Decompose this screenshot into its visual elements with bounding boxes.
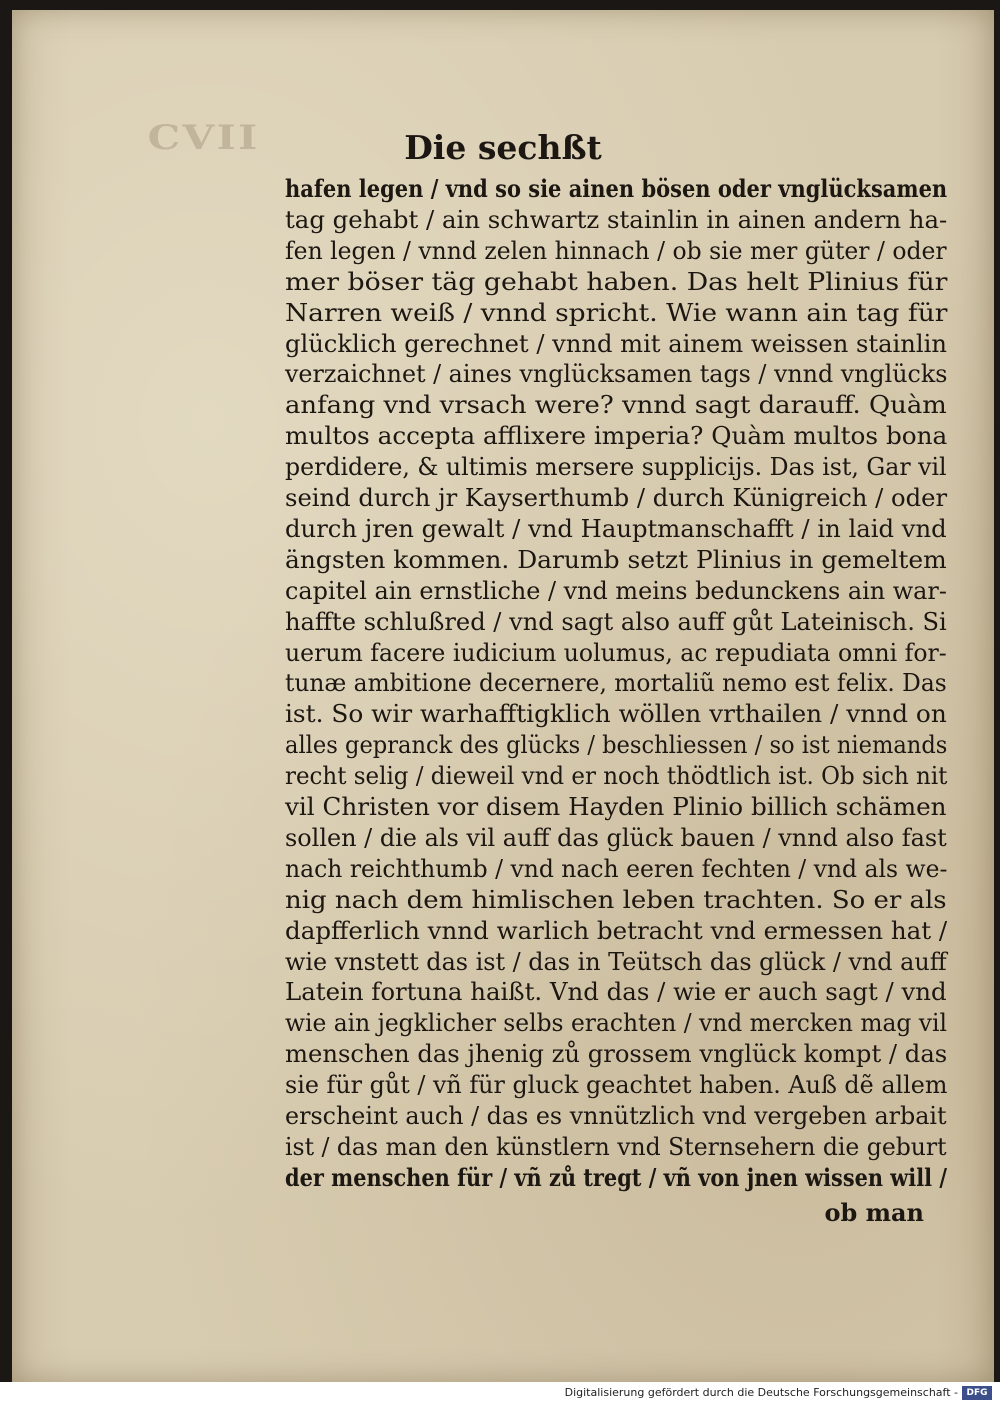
text-line: Latein fortuna haißt. Vnd das / wie er auch sagt / vnd: [285, 978, 947, 1007]
text-line: perdidere, & ultimis mersere supplicijs. Das ist, Gar vil: [285, 453, 947, 482]
text-line: hafen legen / vnd so sie ainen bösen oder vnglücksamen: [285, 174, 948, 203]
text-line: ist / das man den künstlern vnd Sternsehern die geburt: [285, 1132, 947, 1161]
text-line: mer böser täg gehabt haben. Das helt Plinius für: [285, 267, 948, 296]
text-line: wie vnstett das ist / das in Teütsch das glück / vnd auff: [285, 947, 947, 976]
text-line: seind durch jr Kayserthumb / durch Künigreich / oder: [285, 484, 948, 512]
text-line: ist. So wir warhafftigklich wöllen vrthailen / vnnd on: [285, 700, 947, 729]
text-line: sollen / die als vil auff das glück bauen / vnnd also fast: [285, 823, 947, 852]
text-line: dapfferlich vnnd warlich betracht vnd ermessen hat /: [285, 916, 948, 945]
text-line: tunæ ambitione decernere, mortaliũ nemo est felix. Das: [285, 669, 947, 698]
text-line: durch jren gewalt / vnd Hauptmanschafft / in laid vnd: [285, 514, 947, 543]
footer-bar: [0, 1382, 1000, 1404]
text-line: uerum facere iudicium uolumus, ac repudiata omni for-: [285, 638, 947, 667]
text-line: fen legen / vnnd zelen hinnach / ob sie mer güter / oder: [285, 236, 947, 265]
text-line: verzaichnet / aines vnglücksamen tags / vnnd vnglücks: [285, 360, 948, 389]
text-line: wie ain jegklicher selbs erachten / vnd mercken mag vil: [285, 1009, 947, 1038]
text-line: recht selig / dieweil vnd er noch thödtlich ist. Ob sich nit: [285, 762, 948, 791]
text-line: glücklich gerechnet / vnnd mit ainem weissen stainlin: [285, 329, 947, 358]
catchword: ob man: [824, 1198, 924, 1227]
text-line: nig nach dem himlischen leben trachten. So er als: [285, 885, 947, 914]
text-line: anfang vnd vrsach were? vnnd sagt darauff. Quàm: [285, 391, 947, 420]
text-line: menschen das jhenig zů grossem vnglück kompt / das: [285, 1040, 948, 1069]
text-line: haffte schlußred / vnd sagt also auff gůt Lateinisch. Si: [285, 607, 947, 636]
book-page: [12, 10, 994, 1382]
funding-notice: Digitalisierung gefördert durch die Deutsche Forschungsgemeinschaft -: [564, 1386, 958, 1399]
text-line: multos accepta afflixere imperia? Quàm multos bona: [285, 422, 948, 451]
text-line: der menschen für / vñ zů tregt / vñ von jnen wissen will /: [285, 1162, 947, 1192]
text-line: erscheint auch / das es vnnützlich vnd vergeben arbait: [285, 1102, 947, 1130]
text-line: sie für gůt / vñ für gluck geachtet haben. Auß dẽ allem: [285, 1071, 948, 1100]
text-line: ängsten kommen. Darumb setzt Plinius in gemeltem: [285, 545, 947, 574]
text-line: vil Christen vor disem Hayden Plinio billich schämen: [285, 793, 947, 821]
running-head: Die sechßt: [404, 128, 602, 167]
dfg-logo: DFG: [962, 1386, 992, 1400]
text-line: tag gehabt / ain schwartz stainlin in ainen andern ha-: [285, 205, 948, 234]
text-line: alles gepranck des glücks / beschliessen / so ist niemands: [285, 731, 948, 760]
text-line: capitel ain ernstliche / vnd meins bedunckens ain war-: [285, 576, 947, 605]
text-line: Narren weiß / vnnd spricht. Wie wann ain tag für: [285, 298, 948, 327]
text-line: nach reichthumb / vnd nach eeren fechten / vnd als we-: [285, 854, 948, 883]
bleed-through-folio: CVII: [147, 118, 260, 158]
